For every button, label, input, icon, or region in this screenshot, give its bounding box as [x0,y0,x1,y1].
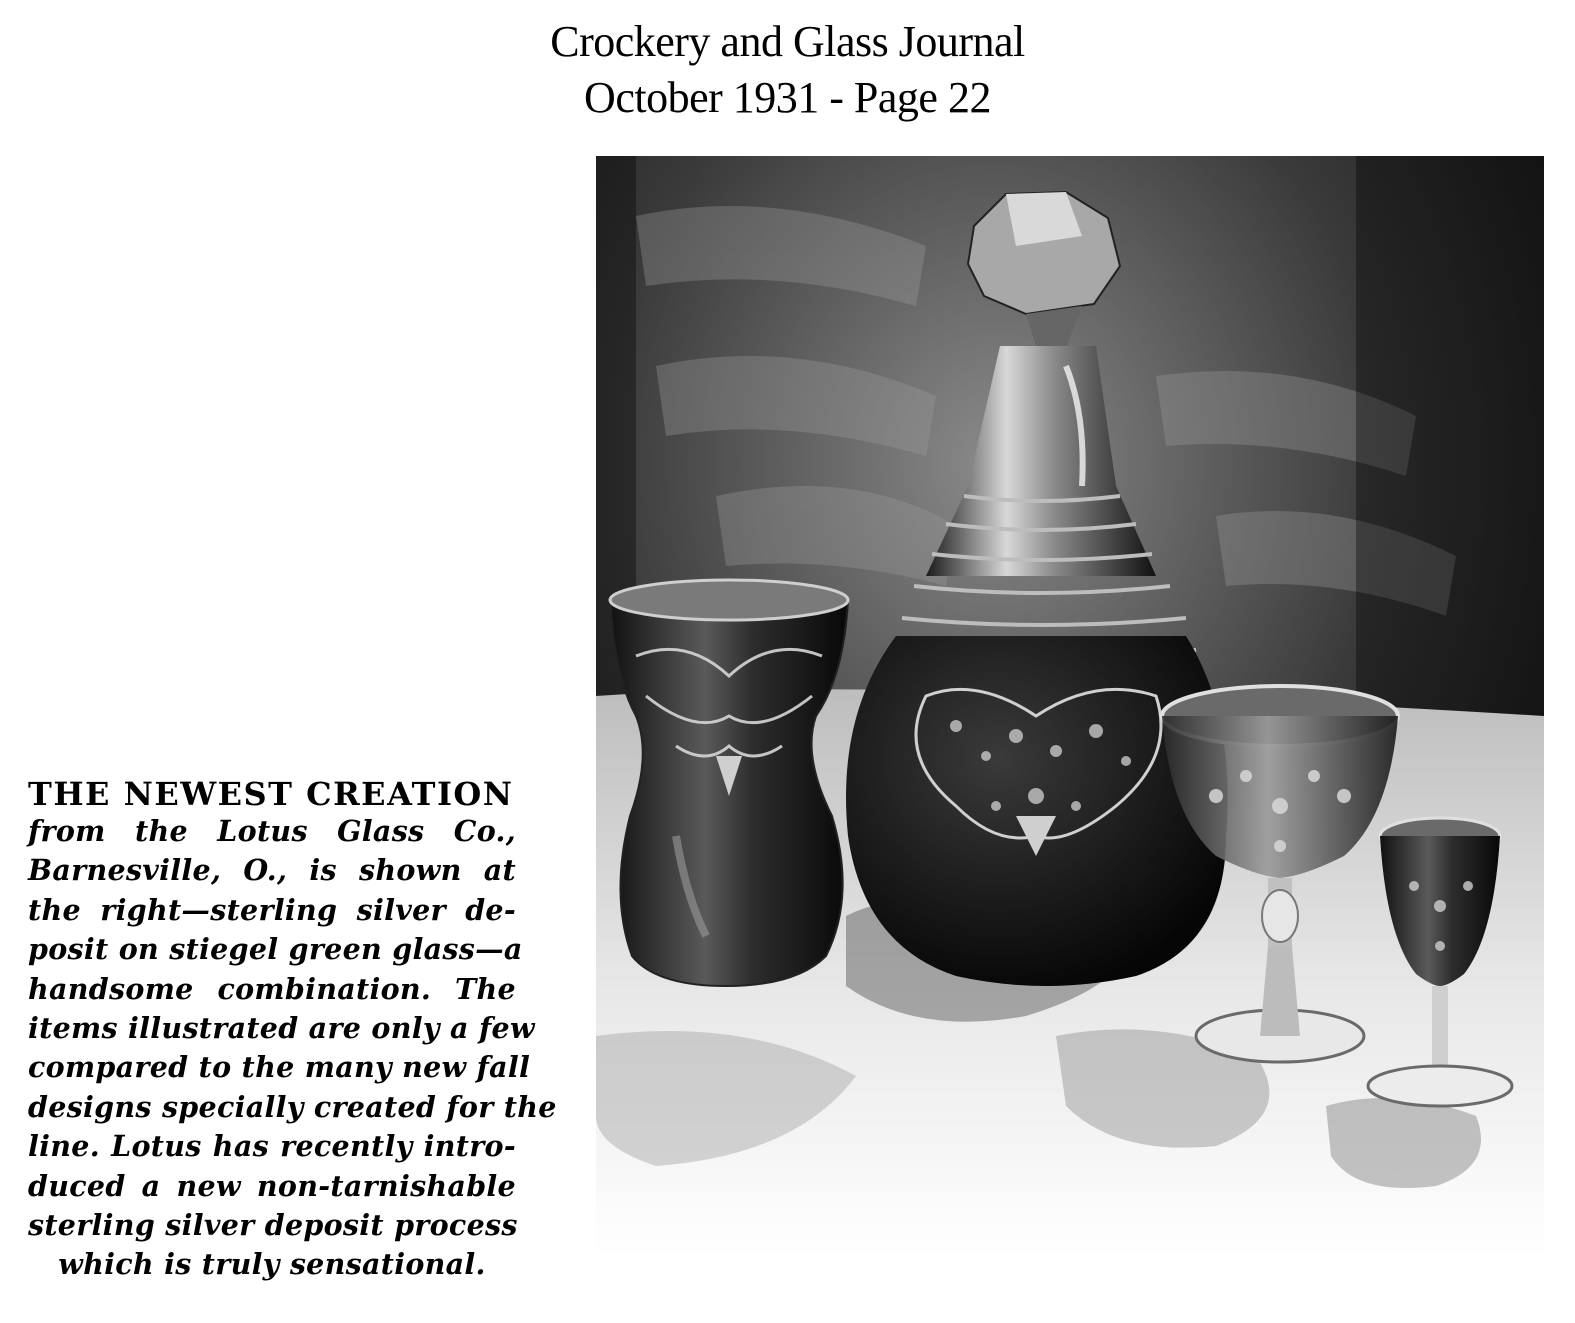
caption-line: from the Lotus Glass Co., [28,814,516,848]
caption-line: handsome combination. The [28,971,516,1006]
issue-line: October 1931 - Page 22 [584,73,991,122]
journal-title: Crockery and Glass Journal [550,17,1025,66]
caption-line: line. Lotus has recently intro- [28,1129,516,1164]
tumbler [610,580,848,986]
caption-line: duced a new non-tarnishable [28,1168,516,1203]
caption-heading: THE NEWEST CREATION [28,775,514,813]
photo-caption [28,775,557,1285]
product-photo [596,156,1544,1256]
page-header [0,14,1575,126]
caption-line: posit on stiegel green glass—a [28,932,523,967]
caption-line: compared to the many new fall [28,1050,531,1085]
caption-line: sterling silver deposit process [28,1208,518,1243]
caption-line: the right—sterling silver de- [28,892,516,927]
caption-line: items illustrated are only a few [28,1011,535,1046]
caption-line: designs specially created for the [28,1089,557,1124]
caption-line: Barnesville, O., is shown at [28,853,516,888]
caption-line: which is truly sensational. [58,1247,486,1282]
